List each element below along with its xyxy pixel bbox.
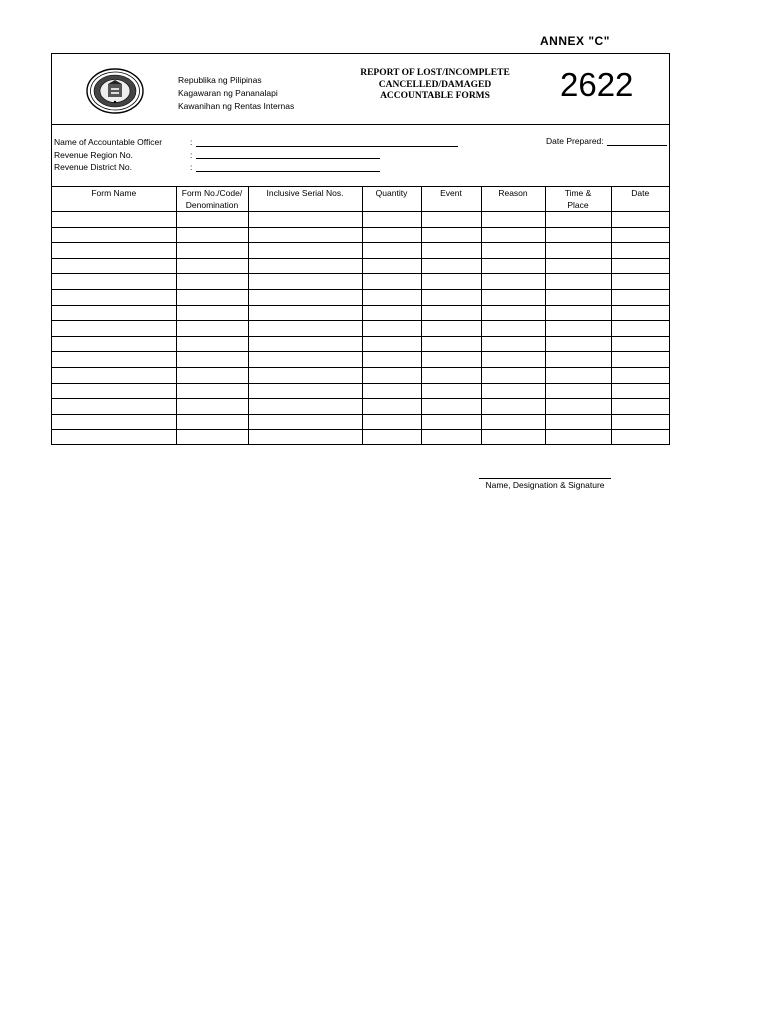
table-cell[interactable] xyxy=(421,383,481,399)
signature-line: Name, Designation & Signature xyxy=(479,478,611,490)
table-row xyxy=(52,383,669,399)
table-cell[interactable] xyxy=(52,367,176,383)
table-cell[interactable] xyxy=(421,321,481,337)
table-cell[interactable] xyxy=(52,305,176,321)
table-row xyxy=(52,227,669,243)
col-reason: Reason xyxy=(481,187,545,212)
table-cell[interactable] xyxy=(481,274,545,290)
table-cell[interactable] xyxy=(248,227,362,243)
table-row xyxy=(52,212,669,228)
agency-name xyxy=(178,74,294,113)
table-cell[interactable] xyxy=(421,227,481,243)
table-cell[interactable] xyxy=(611,336,669,352)
region-colon: : xyxy=(190,149,193,160)
table-cell[interactable] xyxy=(52,274,176,290)
table-cell[interactable] xyxy=(362,414,421,430)
table-cell[interactable] xyxy=(52,352,176,368)
table-row xyxy=(52,367,669,383)
table-cell[interactable] xyxy=(421,258,481,274)
table-cell[interactable] xyxy=(611,212,669,228)
table-cell[interactable] xyxy=(481,336,545,352)
table-cell[interactable] xyxy=(52,212,176,228)
table-cell[interactable] xyxy=(248,352,362,368)
table-cell[interactable] xyxy=(52,383,176,399)
table-cell[interactable] xyxy=(481,258,545,274)
district-label: Revenue District No. xyxy=(54,162,132,172)
table-cell[interactable] xyxy=(545,352,611,368)
table-cell[interactable] xyxy=(248,258,362,274)
table-cell[interactable] xyxy=(176,383,248,399)
table-row xyxy=(52,305,669,321)
table-cell[interactable] xyxy=(248,336,362,352)
table-cell[interactable] xyxy=(481,399,545,415)
table-cell[interactable] xyxy=(481,383,545,399)
date-prepared-label: Date Prepared: xyxy=(546,136,604,146)
forms-table xyxy=(52,186,669,445)
table-cell[interactable] xyxy=(362,227,421,243)
col-form-no: Form No./Code/ Denomination xyxy=(176,187,248,212)
table-row xyxy=(52,289,669,305)
title-line-2: CANCELLED/DAMAGED xyxy=(378,79,492,90)
table-cell[interactable] xyxy=(421,274,481,290)
table-cell[interactable] xyxy=(176,243,248,259)
table-cell[interactable] xyxy=(545,258,611,274)
table-row xyxy=(52,430,669,446)
table-cell[interactable] xyxy=(421,305,481,321)
table-cell[interactable] xyxy=(362,430,421,446)
date-prepared-field[interactable] xyxy=(607,136,667,146)
region-label: Revenue Region No. xyxy=(54,149,133,160)
table-cell[interactable] xyxy=(52,289,176,305)
district-colon: : xyxy=(190,162,193,172)
table-cell[interactable] xyxy=(545,336,611,352)
col-form-name: Form Name xyxy=(52,187,176,212)
table-cell[interactable] xyxy=(362,289,421,305)
table-row xyxy=(52,414,669,430)
table-cell[interactable] xyxy=(248,430,362,446)
table-cell[interactable] xyxy=(545,305,611,321)
table-row xyxy=(52,274,669,290)
table-cell[interactable] xyxy=(52,243,176,259)
table-cell[interactable] xyxy=(248,289,362,305)
table-cell[interactable] xyxy=(611,243,669,259)
date-prepared xyxy=(546,136,667,146)
form-number: 2622 xyxy=(560,66,634,103)
table-cell[interactable] xyxy=(481,367,545,383)
table-cell[interactable] xyxy=(52,321,176,337)
table-cell[interactable] xyxy=(362,274,421,290)
col-serial-nos: Inclusive Serial Nos. xyxy=(248,187,362,212)
table-cell[interactable] xyxy=(481,321,545,337)
table-cell[interactable] xyxy=(248,399,362,415)
agency-line-1: Republika ng Pilipinas xyxy=(178,75,262,85)
table-cell[interactable] xyxy=(545,414,611,430)
table-cell[interactable] xyxy=(248,321,362,337)
table-header-row xyxy=(52,187,669,212)
table-cell[interactable] xyxy=(52,258,176,274)
table-cell[interactable] xyxy=(362,243,421,259)
table-row xyxy=(52,258,669,274)
table-cell[interactable] xyxy=(611,258,669,274)
table-cell[interactable] xyxy=(611,305,669,321)
table-cell[interactable] xyxy=(545,274,611,290)
table-cell[interactable] xyxy=(176,258,248,274)
table-cell[interactable] xyxy=(362,367,421,383)
table-cell[interactable] xyxy=(52,414,176,430)
table-cell[interactable] xyxy=(481,227,545,243)
table-cell[interactable] xyxy=(176,414,248,430)
table-cell[interactable] xyxy=(421,367,481,383)
table-cell[interactable] xyxy=(176,274,248,290)
table-row xyxy=(52,321,669,337)
table-cell[interactable] xyxy=(176,430,248,446)
table-cell[interactable] xyxy=(545,227,611,243)
table-cell[interactable] xyxy=(362,399,421,415)
table-cell[interactable] xyxy=(176,289,248,305)
table-cell[interactable] xyxy=(481,212,545,228)
table-cell[interactable] xyxy=(248,367,362,383)
bir-seal-icon xyxy=(86,68,144,114)
table-cell[interactable] xyxy=(176,227,248,243)
table-cell[interactable] xyxy=(481,414,545,430)
table-cell[interactable] xyxy=(176,305,248,321)
table-row xyxy=(52,352,669,368)
table-cell[interactable] xyxy=(421,243,481,259)
table-cell[interactable] xyxy=(545,243,611,259)
table-cell[interactable] xyxy=(176,336,248,352)
table-cell[interactable] xyxy=(545,430,611,446)
table-cell[interactable] xyxy=(611,321,669,337)
col-quantity: Quantity xyxy=(362,187,421,212)
region-row xyxy=(54,149,458,162)
table-body xyxy=(52,212,669,446)
table-cell[interactable] xyxy=(52,430,176,446)
agency-line-2: Kagawaran ng Pananalapi xyxy=(178,88,278,98)
table-row xyxy=(52,336,669,352)
table-cell[interactable] xyxy=(611,383,669,399)
table-cell[interactable] xyxy=(421,414,481,430)
table-cell[interactable] xyxy=(611,274,669,290)
district-row xyxy=(54,161,458,174)
agency-line-3: Kawanihan ng Rentas Internas xyxy=(178,101,295,111)
table-cell[interactable] xyxy=(362,336,421,352)
form-header xyxy=(52,54,669,125)
table-cell[interactable] xyxy=(421,399,481,415)
table-cell[interactable] xyxy=(248,414,362,430)
table-cell[interactable] xyxy=(176,212,248,228)
table-cell[interactable] xyxy=(611,227,669,243)
table-row xyxy=(52,243,669,259)
table-cell[interactable] xyxy=(545,383,611,399)
form-box xyxy=(51,53,670,445)
table-cell[interactable] xyxy=(362,305,421,321)
officer-field[interactable] xyxy=(196,138,458,147)
table-cell[interactable] xyxy=(421,430,481,446)
table-cell[interactable] xyxy=(362,383,421,399)
officer-colon: : xyxy=(190,137,193,147)
col-date: Date xyxy=(611,187,669,212)
table-cell[interactable] xyxy=(176,367,248,383)
table-cell[interactable] xyxy=(362,258,421,274)
table-cell[interactable] xyxy=(176,352,248,368)
table-cell[interactable] xyxy=(421,352,481,368)
table-cell[interactable] xyxy=(421,289,481,305)
table-cell[interactable] xyxy=(176,321,248,337)
table-cell[interactable] xyxy=(611,430,669,446)
table-cell[interactable] xyxy=(362,321,421,337)
title-line-3: ACCOUNTABLE FORMS xyxy=(380,91,490,101)
table-cell[interactable] xyxy=(248,305,362,321)
table-cell[interactable] xyxy=(545,367,611,383)
table-cell[interactable] xyxy=(481,243,545,259)
table-cell[interactable] xyxy=(248,383,362,399)
col-event: Event xyxy=(421,187,481,212)
report-title xyxy=(340,68,530,103)
table-cell[interactable] xyxy=(545,212,611,228)
annex-label: ANNEX "C" xyxy=(540,34,610,48)
table-cell[interactable] xyxy=(611,352,669,368)
table-row xyxy=(52,399,669,415)
title-line-1: REPORT OF LOST/INCOMPLETE xyxy=(360,68,510,78)
table-cell[interactable] xyxy=(611,289,669,305)
table-cell[interactable] xyxy=(481,289,545,305)
region-field[interactable] xyxy=(196,150,380,159)
table-cell[interactable] xyxy=(52,399,176,415)
table-cell[interactable] xyxy=(248,274,362,290)
district-field[interactable] xyxy=(196,163,380,172)
table-cell[interactable] xyxy=(421,336,481,352)
table-cell[interactable] xyxy=(362,212,421,228)
table-cell[interactable] xyxy=(481,352,545,368)
table-cell[interactable] xyxy=(52,227,176,243)
officer-row xyxy=(54,136,458,149)
table-cell[interactable] xyxy=(362,352,421,368)
officer-info xyxy=(54,136,458,174)
table-cell[interactable] xyxy=(52,336,176,352)
table-cell[interactable] xyxy=(611,399,669,415)
table-cell[interactable] xyxy=(611,414,669,430)
table-cell[interactable] xyxy=(611,367,669,383)
table-cell[interactable] xyxy=(545,321,611,337)
officer-label: Name of Accountable Officer xyxy=(54,137,163,147)
table-cell[interactable] xyxy=(421,212,481,228)
col-time-place: Time & Place xyxy=(545,187,611,212)
table-cell[interactable] xyxy=(248,212,362,228)
table-cell[interactable] xyxy=(248,243,362,259)
table-cell[interactable] xyxy=(545,289,611,305)
table-cell[interactable] xyxy=(481,305,545,321)
table-cell[interactable] xyxy=(481,430,545,446)
table-cell[interactable] xyxy=(545,399,611,415)
table-cell[interactable] xyxy=(176,399,248,415)
